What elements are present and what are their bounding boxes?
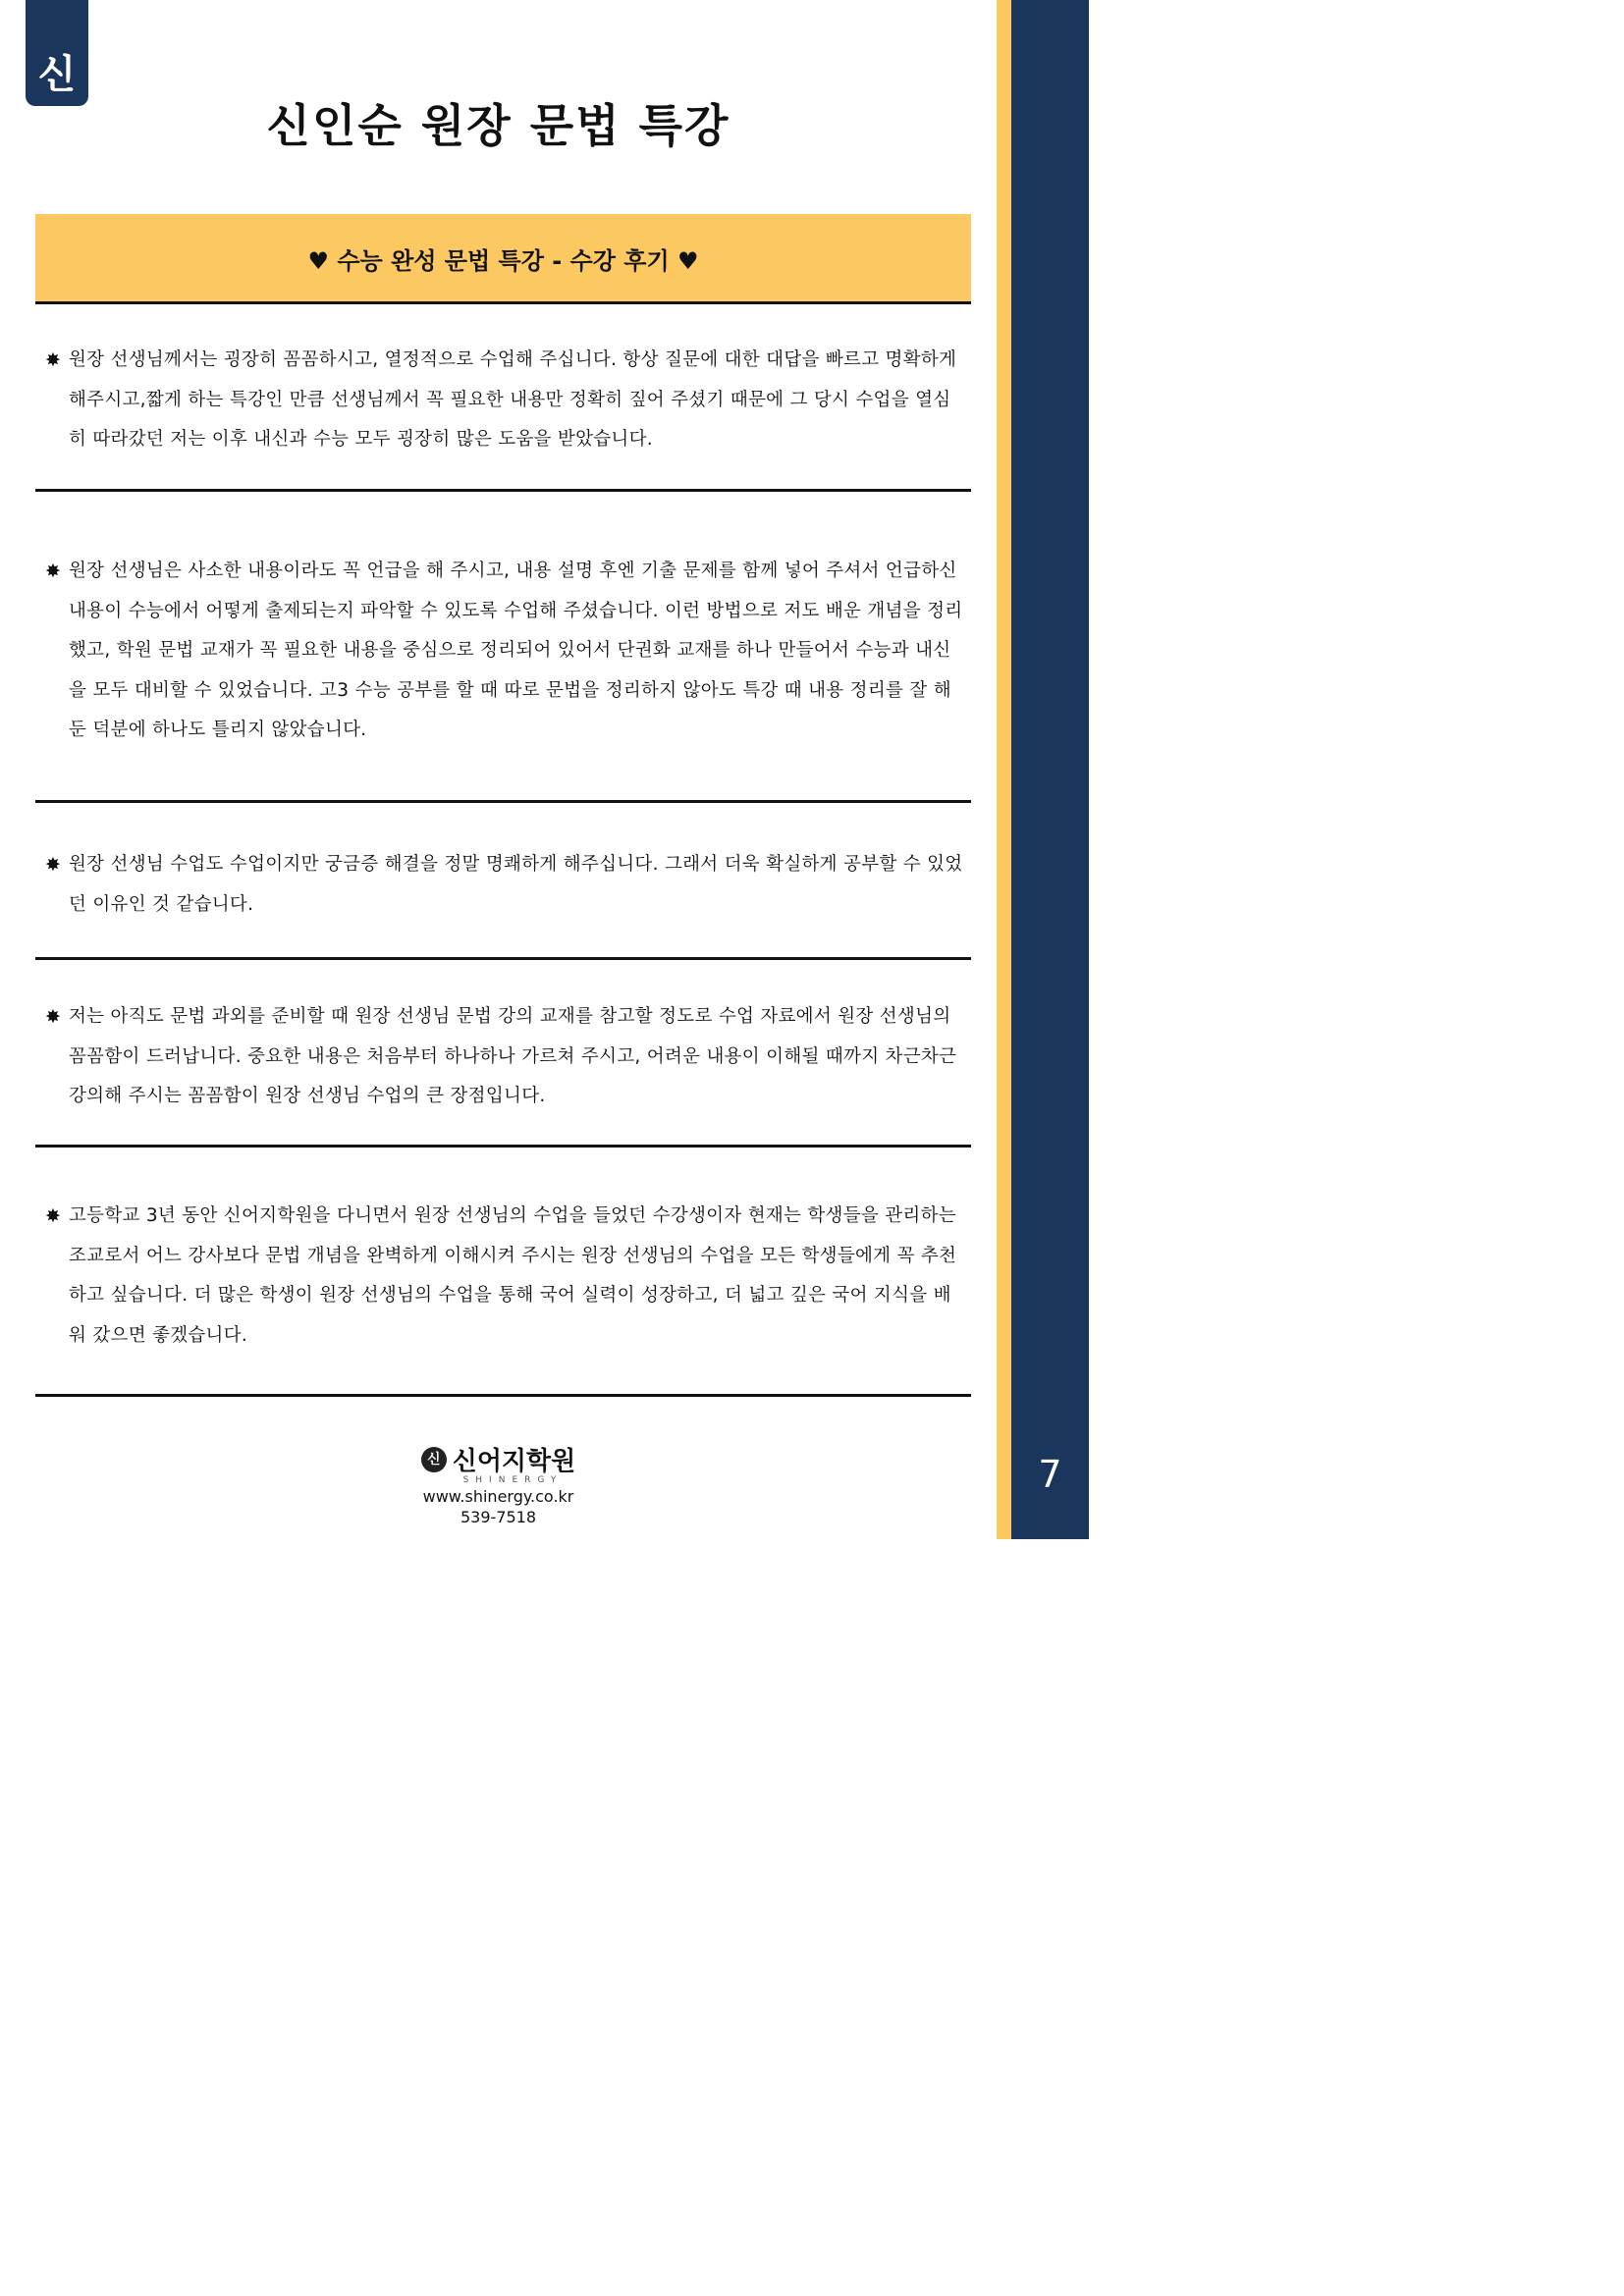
page-title: 신인순 원장 문법 특강 (266, 99, 731, 152)
review-text: 원장 선생님 수업도 수업이지만 궁금증 해결을 정말 명쾌하게 해주십니다. 그래서 더욱 확실하게 공부할 수 있었던 이유인 것 같습니다. (69, 854, 963, 915)
brand-name: 신어지학원 (452, 1447, 576, 1476)
star-bullet-icon: ✸ (45, 1006, 62, 1028)
review-item (45, 997, 968, 1117)
website-url: www.shinergy.co.kr (422, 1487, 574, 1506)
page-number: 7 (1038, 1453, 1062, 1496)
divider (35, 1145, 971, 1148)
review-text: 고등학교 3년 동안 신어지학원을 다니면서 원장 선생님의 수업을 들었던 수강생이자 현재는 학생들을 관리하는 조교로서 어느 강사보다 문법 개념을 완벽하게 이해시켜 주시는 원장 선생님의 수업을 모든 학생들에게 꼭 추천하고 싶습니다. 더 많은 학생이 원장 선생님의 수업을 통해 국어 실력이 성장하고, 더 넓고 깊은 국어 지식을 배워 갔으면 좋겠습니다. (69, 1205, 957, 1346)
shinergy-logo-icon: 신 (37, 50, 77, 97)
review-text: 원장 선생님께서는 굉장히 꼼꼼하시고, 열정적으로 수업해 주십니다. 항상 질문에 대한 대답을 빠르고 명확하게 해주시고,짧게 하는 특강인 만큼 선생님께서 꼭 필요한 내용만 정확히 짚어 주셨기 때문에 그 당시 수업을 열심히 따라갔던 저는 이후 내신과 수능 모두 굉장히 많은 도움을 받았습니다. (69, 349, 957, 450)
review-text: 원장 선생님은 사소한 내용이라도 꼭 언급을 해 주시고, 내용 설명 후엔 기출 문제를 함께 넣어 주셔서 언급하신 내용이 수능에서 어떻게 출제되는지 파악할 수 있도록 수업해 주셨습니다. 이런 방법으로 저도 배운 개념을 정리했고, 학원 문법 교재가 꼭 필요한 내용을 중심으로 정리되어 있어서 단권화 교재를 하나 만들어서 수능과 내신을 모두 대비할 수 있었습니다. 고3 수능 공부를 할 때 따로 문법을 정리하지 않아도 특강 때 내용 정리를 잘 해둔 덕분에 하나도 틀리지 않았습니다. (69, 561, 963, 740)
star-bullet-icon: ✸ (45, 561, 62, 582)
divider (35, 800, 971, 803)
star-bullet-icon: ✸ (45, 854, 62, 876)
banner-text: ♥ 수능 완성 문법 특강 - 수강 후기 ♥ (307, 246, 699, 275)
shinergy-logo-icon: 신 (421, 1447, 447, 1472)
side-accent-stripe (997, 0, 1011, 1539)
star-bullet-icon: ✸ (45, 1205, 62, 1227)
brand-subtitle: SHINERGY (462, 1475, 564, 1485)
review-item (45, 552, 968, 751)
section-banner (35, 214, 971, 302)
divider (35, 301, 971, 304)
review-item (45, 341, 968, 460)
divider (35, 489, 971, 492)
phone-number: 539-7518 (460, 1508, 537, 1526)
side-navy-bar (1011, 0, 1089, 1539)
star-bullet-icon: ✸ (45, 349, 62, 371)
review-item (45, 1197, 968, 1356)
footer-brand (421, 1441, 576, 1477)
review-text: 저는 아직도 문법 과외를 준비할 때 원장 선생님 문법 강의 교재를 참고할 정도로 수업 자료에서 원장 선생님의 꼼꼼함이 드러납니다. 중요한 내용은 처음부터 하나하나 가르쳐 주시고, 어려운 내용이 이해될 때까지 차근차근 강의해 주시는 꼼꼼함이 원장 선생님 수업의 큰 장점입니다. (69, 1006, 957, 1106)
divider (35, 1394, 971, 1397)
divider (35, 957, 971, 960)
review-item (45, 845, 968, 925)
footer (0, 1441, 997, 1526)
